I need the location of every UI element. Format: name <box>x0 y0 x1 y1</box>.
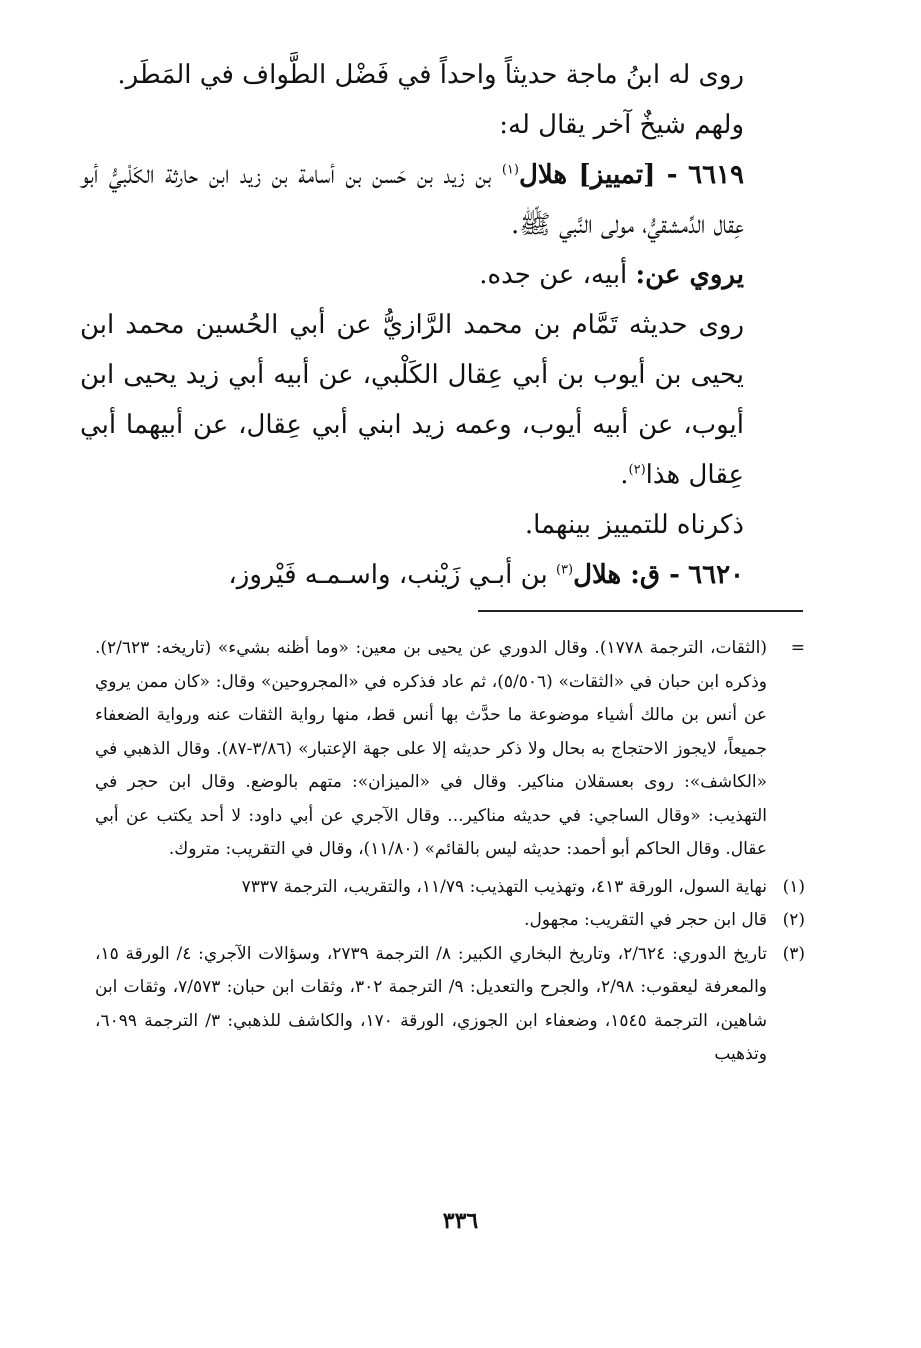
footnote-item <box>95 938 805 1072</box>
paragraph-text: روى حديثه تَمَّام بن محمد الرَّازيُّ عن أبي الحُسين محمد ابن يحيى بن أيوب بن أبي عِقال الكَلْبي، عن أبيه أبي زيد يحيى ابن أيوب، عن أبيه أيوب، وعمه زيد ابني أبي عِقال، عن أبيهما أبي عِقال هذا <box>80 310 744 490</box>
footnote-text: تاريخ الدوري: ٢/٦٢٤، وتاريخ البخاري الكبير: ٨/ الترجمة ٢٧٣٩، وسؤالات الآجري: ٤/ الورقة ١٥، والمعرفة ليعقوب: ٢/٩٨، والجرح والتعديل: ٩/ الترجمة ٣٠٢، وثقات ابن حبان: ٧/٥٧٣، وثقات ابن شاهين، الترجمة ١٥٤٥، وضعفاء ابن الجوزي، الورقة ١٧٠، والكاشف للذهبي: ٣/ الترجمة ٦٠٩٩، وتذهيب <box>95 943 768 1064</box>
narrates-line <box>80 250 804 300</box>
entry-6619 <box>80 150 804 250</box>
entry-number: ٦٦١٩ <box>688 160 744 190</box>
narrates-text: أبيه، عن جده. <box>479 260 628 290</box>
footnote-text: قال ابن حجر في التقريب: مجهول. <box>524 910 767 930</box>
footnote-item <box>95 904 805 938</box>
entry-heading: - ق: هلال <box>573 560 680 590</box>
footnote-marker: (١) <box>782 876 805 897</box>
footnote-continuation <box>95 632 805 867</box>
page-number: ٣٣٦ <box>442 1208 479 1234</box>
footnote-marker: (٣) <box>782 943 805 964</box>
footnote-divider <box>478 610 803 612</box>
entry-6620 <box>80 550 804 600</box>
entry-text: بن أبـي زَيْنب، واسـمـه فَيْروز، <box>228 560 548 590</box>
text-line: روى له ابنُ ماجة حديثاً واحداً في فَضْل الطَّواف في المَطَر. <box>117 60 744 90</box>
footnote-ref: (١) <box>501 162 519 178</box>
footnote-marker: (٢) <box>782 910 805 930</box>
footnotes <box>95 632 805 1072</box>
entry-text: بن زيد بن حَسن بن أسامة بن زيد ابن حارثة الكَلْبيُّ أبو عِقال الدِّمشقيُّ، مولى النَّبي ﷺ. <box>80 160 744 240</box>
footnote-item <box>95 871 805 905</box>
paragraph <box>80 300 804 500</box>
paragraph-end: . <box>620 460 629 490</box>
footnote-text: (الثقات، الترجمة ١٧٧٨). وقال الدوري عن يحيى بن معين: «وما أظنه بشيء» (تاريخه: ٢/٦٢٣). وذكره ابن حبان في «الثقات» (٥/٥٠٦)، ثم عاد فذكره في «المجروحين» وقال: «كان ممن يروي عن أنس بن مالك أشياء موضوعة ما حدَّث بها أنس قط، منها رواية الثقات عنه ورواية الضعفاء جميعاً، لايجوز الاحتجاج به بحال ولا ذكر حديثه إلا على جهة الإعتبار» (٣/٨٦-٨٧). وقال الذهبي في «الكاشف»: روى بعسقلان مناكير. وقال في «الميزان»: متهم بالوضع. وقال ابن حجر في التهذيب: «وقال الساجي: في حديثه مناكير... وقال الآجري عن أبي داود: لا أحد يكتب عن أبي عقال. وقال الحاكم أبو أحمد: حديثه ليس بالقائم» (١١/٨٠)، وقال في التقريب: متروك. <box>95 638 767 859</box>
entry-number: ٦٦٢٠ <box>688 560 744 590</box>
footnote-text: نهاية السول، الورقة ٤١٣، وتهذيب التهذيب: ١١/٧٩، والتقريب، الترجمة ٧٣٣٧ <box>241 876 767 897</box>
footnote-marker: = <box>790 638 805 658</box>
footnote-ref: (٣) <box>555 562 574 578</box>
entry-heading: - [تمييز] هلال <box>518 160 678 190</box>
narrates-label: يروي عن: <box>635 260 744 290</box>
text-line: ذكرناه للتمييز بينهما. <box>524 510 744 540</box>
footnote-ref: (٢) <box>628 462 646 478</box>
text-line: ولهم شيخٌ آخر يقال له: <box>499 110 744 140</box>
main-text <box>80 50 804 600</box>
